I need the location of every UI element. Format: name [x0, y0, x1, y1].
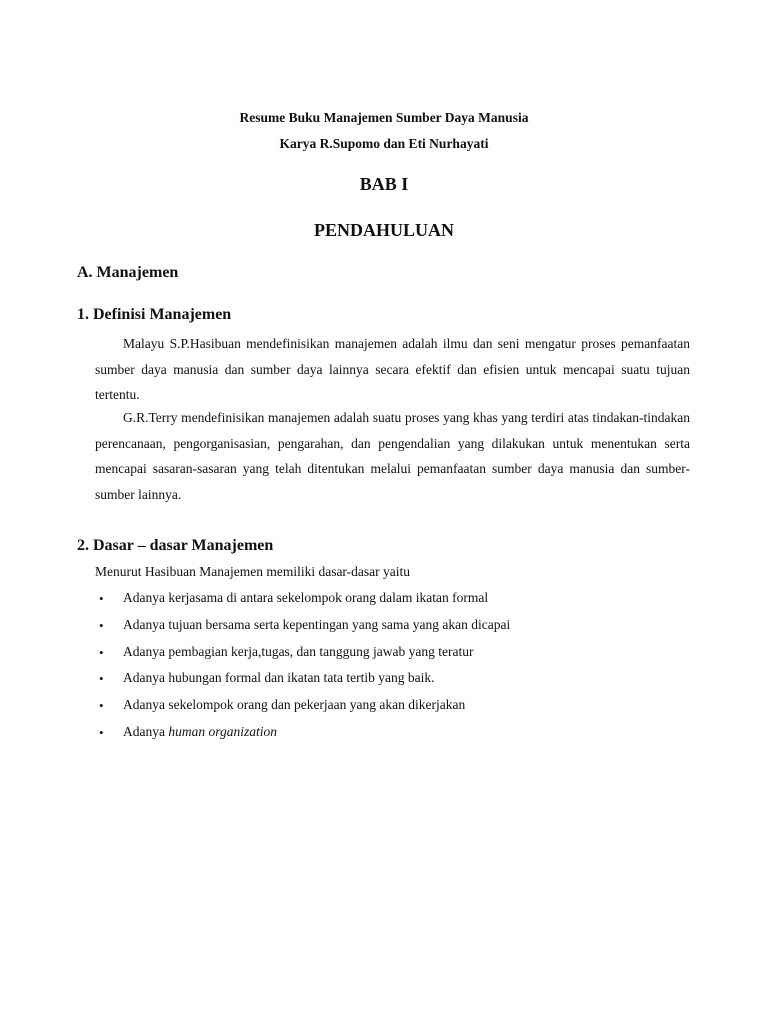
bullet-icon: • [99, 644, 104, 660]
list-item [0, 615, 768, 642]
subsection-heading-dasar: 2. Dasar – dasar Manajemen [77, 537, 274, 554]
list-item-emphasis: human organization [168, 723, 277, 739]
list-item-text: Adanya sekelompok orang dan pekerjaan yang akan dikerjakan [123, 697, 466, 713]
basics-intro-text: Menurut Hasibuan Manajemen memiliki dasar-dasar yaitu [95, 564, 411, 579]
bullet-icon: • [99, 671, 104, 687]
bullet-icon: • [99, 591, 104, 606]
list-item-text [123, 724, 277, 740]
list-item-text: Adanya pembagian kerja,tugas, dan tanggung jawab yang teratur [123, 643, 474, 659]
document-author-line: Karya R.Supomo dan Eti Nurhayati [279, 136, 489, 151]
list-item [0, 642, 768, 669]
section-heading-manajemen: A. Manajemen [77, 264, 179, 281]
chapter-number: BAB I [359, 174, 409, 194]
list-item [0, 588, 768, 615]
document-title: Resume Buku Manajemen Sumber Daya Manusia [239, 110, 529, 125]
bullet-icon: • [99, 724, 104, 740]
paragraph-terry-definition: G.R.Terry mendefinisikan manajemen adalah suatu proses yang khas yang terdiri atas tindakan-tindakan perencanaan, pengorganisasian, pengarahan, dan pengendalian yang dilakukan untuk menentukan serta mencapai sasaran-sasaran yang telah ditentukan melalui pemanfaatan sumber daya manusia dan sumber-sumber lainnya. [95, 410, 690, 502]
paragraph-hasibuan-definition: Malayu S.P.Hasibuan mendefinisikan manajemen adalah ilmu dan seni mengatur proses pemanfaatan sumber daya manusia dan sumber daya lainnya secara efektif dan efisien untuk mencapai suatu tujuan tertentu. [95, 336, 690, 402]
list-item [0, 668, 768, 695]
list-item [0, 695, 768, 722]
subsection-heading-definisi: 1. Definisi Manajemen [77, 306, 232, 323]
list-item-text: Adanya hubungan formal dan ikatan tata tertib yang baik. [123, 670, 435, 686]
basics-bullet-list [0, 588, 768, 749]
bullet-icon: • [99, 698, 104, 714]
list-item-prefix: Adanya [123, 723, 165, 739]
list-item [0, 722, 768, 749]
list-item-text: Adanya tujuan bersama serta kepentingan yang sama yang akan dicapai [123, 616, 511, 632]
bullet-icon: • [99, 617, 104, 633]
chapter-title: PENDAHULUAN [313, 220, 454, 240]
list-item-text: Adanya kerjasama di antara sekelompok orang dalam ikatan formal [123, 590, 489, 605]
